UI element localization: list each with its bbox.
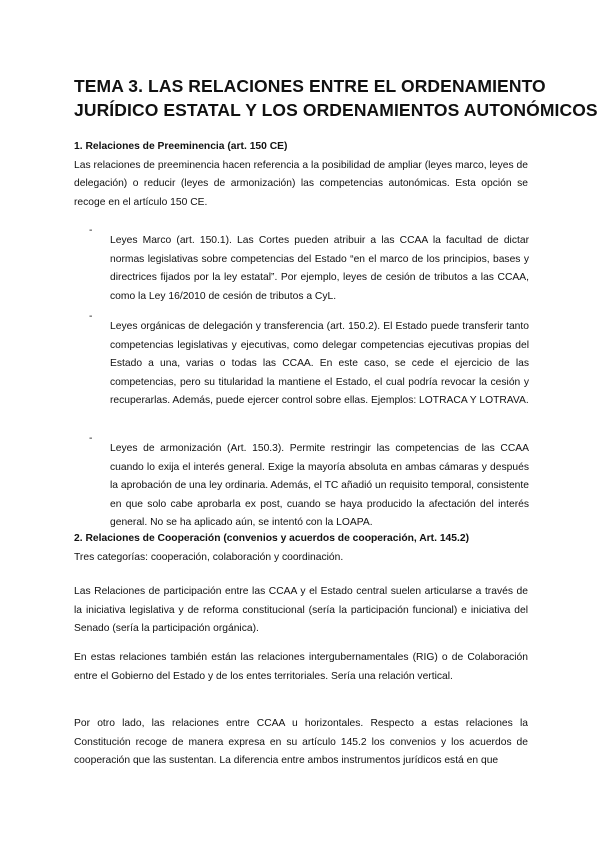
bullet-item-leyes-marco <box>89 222 529 317</box>
paragraph-text: En estas relaciones también están las relaciones intergubernamentales (RIG) o de Colaboración entre el Gobierno del Estado y de los entes territoriales. Sería una relación vertical. <box>74 652 528 682</box>
section-1-intro-block <box>74 138 528 212</box>
bullet-text: Leyes orgánicas de delegación y transferencia (art. 150.2). El Estado puede transferir tanto competencias legislativas y ejecutivas, como delegar competencias ejecutivas propias del Estado a una, varias o todas las CCAA. En este caso, se cede el ejercicio de las competencias, pero su titularidad la mantiene el Estado, el cual podría revocar la cesión y recuperarlas. Además, puede ejercer control sobre ellas. Ejemplos: LOTRACA Y LOTRAVA. <box>110 321 529 407</box>
bullet-item-leyes-organicas <box>89 308 529 421</box>
bullet-dash: - <box>89 225 93 236</box>
section-1-intro: Las relaciones de preeminencia hacen referencia a la posibilidad de ampliar (leyes marco, leyes de delegación) o reducir (leyes de armonización) las competencias autonómicas. Esta opción se recoge en el artículo 150 CE. <box>74 159 528 208</box>
section-2-heading-block <box>74 530 528 567</box>
bullet-dash: - <box>89 433 93 444</box>
section-2-paragraph-1 <box>74 583 528 639</box>
bullet-dash: - <box>89 311 93 322</box>
title-line-2: JURÍDICO ESTATAL Y LOS ORDENAMIENTOS AUTONÓMICOS <box>74 100 598 120</box>
section-2-heading: 2. Relaciones de Cooperación (convenios y acuerdos de cooperación, Art. 145.2) <box>74 533 470 544</box>
document-title <box>74 74 598 122</box>
section-1-heading: 1. Relaciones de Preeminencia (art. 150 CE) <box>74 141 288 152</box>
title-line-1: TEMA 3. LAS RELACIONES ENTRE EL ORDENAMIENTO <box>74 76 546 96</box>
paragraph-text: Por otro lado, las relaciones entre CCAA u horizontales. Respecto a estas relaciones la Constitución recoge de manera expresa en su artículo 145.2 los convenios y los acuerdos de cooperación que las sustentan. La diferencia entre ambos instrumentos jurídicos está en que <box>74 718 528 766</box>
section-2-line-1: Tres categorías: cooperación, colaboración y coordinación. <box>74 551 344 563</box>
section-2-paragraph-2 <box>74 649 528 686</box>
section-2-paragraph-3 <box>74 715 528 771</box>
paragraph-text: Las Relaciones de participación entre las CCAA y el Estado central suelen articularse a través de la iniciativa legislativa y de reforma constitucional (sería la participación funcional) e iniciativa del Senado (sería la participación orgánica). <box>74 586 528 634</box>
bullet-text: Leyes de armonización (Art. 150.3). Permite restringir las competencias de las CCAA cuando lo exija el interés general. Exige la mayoría absoluta en ambas cámaras y después la aprobación de una ley ordinaria. Además, el TC añadió un requisito temporal, consistente en que solo cabe aprobarla ex post, cuando se haya producido la afectación del interés general. No se ha aplicado aún, se intentó con la LOAPA. <box>110 443 529 529</box>
bullet-text: Leyes Marco (art. 150.1). Las Cortes pueden atribuir a las CCAA la facultad de dictar normas legislativas sobre competencias del Estado “en el marco de los principios, bases y directrices fijados por la ley estatal”. Por ejemplo, leyes de cesión de tributos a las CCAA, como la Ley 16/2010 de cesión de tributos a CyL. <box>110 235 529 302</box>
bullet-item-leyes-armonizacion <box>89 430 529 543</box>
